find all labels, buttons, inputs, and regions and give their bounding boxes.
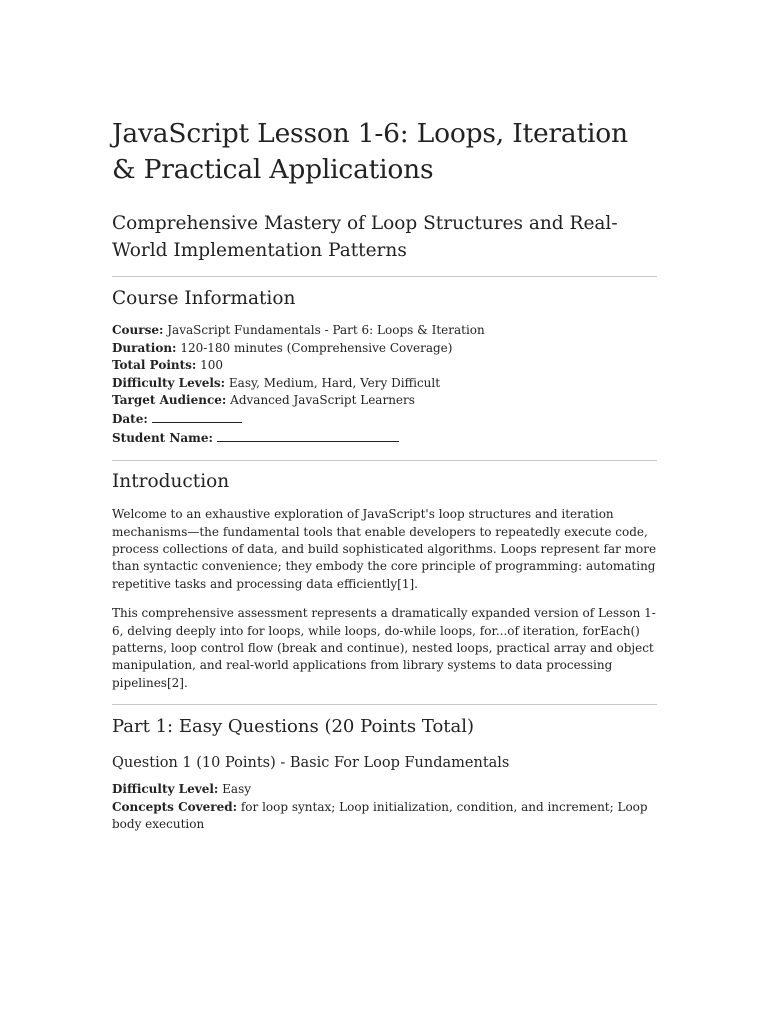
introduction-paragraph-1: Welcome to an exhaustive exploration of JavaScript's loop structures and iteration mechanisms—the fundamental tools that enable developers to repeatedly execute code, process collections of data, and build sophisticated algorithms. Loops represent far more than syntactic convenience; they embody the core principle of programming: automating repetitive tasks and processing data efficiently[1]. (112, 507, 657, 591)
question-1-difficulty-value: Easy (222, 782, 252, 797)
divider (112, 460, 657, 461)
student-name-blank-line (217, 429, 399, 442)
difficulty-levels-row (112, 375, 657, 393)
date-row (112, 410, 657, 429)
difficulty-levels-label: Difficulty Levels: (112, 375, 226, 390)
course-label: Course: (112, 323, 164, 337)
page-title: JavaScript Lesson 1-6: Loops, Iteration & Practical Applications (112, 118, 628, 185)
duration-row (112, 340, 657, 358)
duration-value: 120-180 minutes (Comprehensive Coverage) (180, 340, 453, 355)
introduction-paragraph-2: This comprehensive assessment represents a dramatically expanded version of Lesson 1-6, delving deeply into for loops, while loops, do-while loops, for...of iteration, forEach() patterns, loop control flow (break and continue), nested loops, practical array and object manipulation, and real-world applications from library systems to data processing pipelines[2]. (112, 606, 656, 690)
divider (112, 704, 657, 705)
divider (112, 276, 657, 277)
total-points-value: 100 (200, 358, 224, 373)
question-1-concepts-label: Concepts Covered: (112, 799, 238, 814)
date-blank-line (152, 410, 242, 423)
question-1-details (112, 781, 657, 834)
student-name-label: Student Name: (112, 430, 213, 445)
course-information-list (112, 322, 657, 447)
question-1-concepts-row (112, 799, 657, 834)
introduction-heading: Introduction (112, 471, 230, 493)
course-row (112, 322, 657, 340)
page-subtitle: Comprehensive Mastery of Loop Structures and Real-World Implementation Patterns (112, 213, 618, 261)
course-information-heading: Course Information (112, 288, 296, 309)
total-points-row (112, 357, 657, 375)
question-1-heading: Question 1 (10 Points) - Basic For Loop Fundamentals (112, 755, 510, 772)
document-content (112, 116, 657, 834)
target-audience-label: Target Audience: (112, 393, 227, 408)
question-1-concepts-value: for loop syntax; Loop initialization, condition, and increment; Loop body execution (112, 799, 648, 832)
target-audience-value: Advanced JavaScript Learners (230, 393, 415, 408)
target-audience-row (112, 392, 657, 410)
difficulty-levels-value: Easy, Medium, Hard, Very Difficult (228, 375, 441, 390)
part-1-heading: Part 1: Easy Questions (20 Points Total) (112, 716, 475, 738)
question-1-difficulty-row (112, 781, 657, 799)
duration-label: Duration: (112, 340, 177, 355)
course-value: JavaScript Fundamentals - Part 6: Loops & Iteration (167, 323, 485, 337)
total-points-label: Total Points: (112, 358, 197, 373)
question-1-difficulty-label: Difficulty Level: (112, 782, 219, 797)
date-label: Date: (112, 411, 148, 426)
student-name-row (112, 429, 657, 448)
